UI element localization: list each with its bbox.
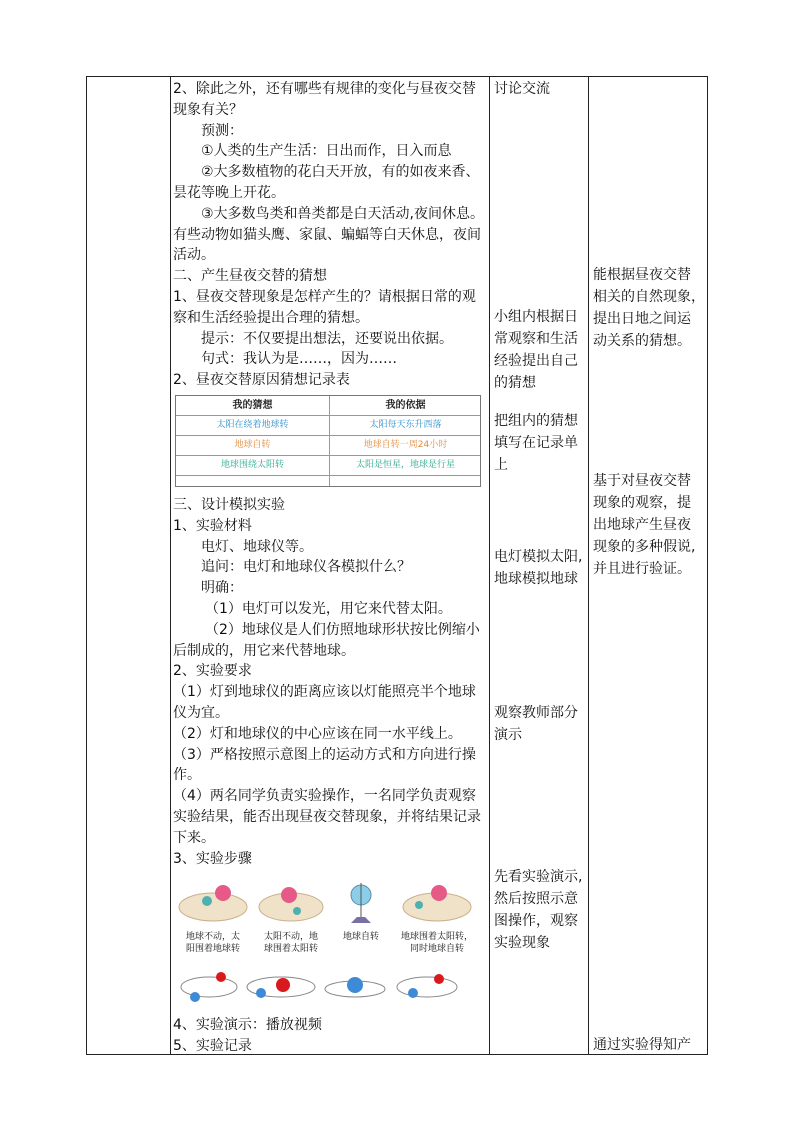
diagram-caption: 球围着太阳转 (263, 944, 318, 954)
illustration-4 (403, 885, 471, 921)
header-guess: 我的猜想 (232, 400, 273, 411)
diagram-caption: 地球不动，太 (185, 932, 240, 942)
text-line: 追问：电灯和地球仪各模拟什么？ (201, 559, 411, 576)
text-line: 常观察和生活 (494, 331, 578, 347)
text-line: 预测： (201, 122, 243, 139)
design-intent-column (589, 77, 707, 1054)
text-line: 后制成的，用它来代替地球。 (173, 642, 355, 659)
text-line: 并且进行验证。 (593, 561, 691, 577)
text-line: ①人类的生产生活：日出而作，日入而息 (201, 143, 452, 160)
orbit-diagram-1 (181, 972, 237, 1002)
text-line: 3、实验步骤 (173, 850, 252, 867)
column-empty (87, 77, 170, 1054)
text-line: 作。 (173, 767, 201, 784)
text-line: 地球模拟地球 (494, 571, 578, 587)
text-line: 仪为宜。 (173, 705, 229, 721)
illustration-1 (179, 885, 247, 921)
text-line: ②大多数植物的花白天开放，有的如夜来香、 (201, 164, 480, 181)
guess-cell: 地球自转 (234, 440, 271, 450)
text-line: （3）严格按照示意图上的运动方式和方向进行操 (173, 746, 476, 763)
orbit-diagram-4 (397, 974, 457, 998)
text-line: 先看实验演示, (494, 869, 583, 885)
guess-cell: 地球围绕太阳转 (220, 460, 284, 470)
text-line: 有些动物如猫头鹰、家鼠、蝙蝠等白天休息，夜间 (173, 226, 481, 243)
orbit-diagram-3 (325, 977, 385, 997)
table-row (176, 436, 480, 456)
text-line: 图操作，观察 (494, 913, 578, 929)
text-line: 提出日地之间运 (593, 311, 691, 327)
text-line: （1）电灯可以发光，用它来代替太阳。 (205, 601, 452, 617)
text-line: 2、实验要求 (173, 663, 252, 680)
text-line: 的猜想 (494, 375, 536, 391)
orbit-diagram-2 (247, 977, 315, 998)
text-line: （2）灯和地球仪的中心应该在同一水平线上。 (173, 725, 462, 742)
text-line: 基于对昼夜交替 (593, 473, 691, 489)
text-line: 5、实验记录 (173, 1037, 252, 1054)
text-line: 小组内根据日 (494, 309, 578, 325)
header-basis: 我的依据 (385, 400, 426, 411)
text-line: 填写在记录单 (494, 435, 578, 451)
text-line: 讨论交流 (494, 81, 550, 97)
student-activity-column (490, 77, 588, 1054)
illustration-3 (351, 883, 371, 923)
text-line: 实验结果，能否出现昼夜交替现象，并将结果记录 (173, 809, 481, 825)
text-line: 2、昼夜交替原因猜想记录表 (173, 372, 350, 389)
guess-record-table (175, 395, 481, 487)
text-line: 昙花等晚上开花。 (173, 185, 285, 201)
diagram-caption: 阳围着地球转 (185, 944, 240, 954)
diagram-caption: 太阳不动，地 (263, 932, 318, 942)
text-line: 实验现象 (494, 935, 550, 951)
text-line: 上 (494, 457, 508, 473)
text-line: （2）地球仪是人们仿照地球形状按比例缩小 (205, 621, 480, 638)
text-line: 通过实验得知产 (593, 1037, 691, 1053)
text-line: ③大多数鸟类和兽类都是白天活动,夜间休息。 (201, 205, 484, 222)
basis-cell: 太阳是恒星，地球是行星 (355, 460, 455, 470)
text-line: 三、设计模拟实验 (173, 497, 285, 513)
text-line: 1、昼夜交替现象是怎样产生的？请根据日常的观 (173, 289, 476, 305)
text-line: 句式：我认为是……，因为…… (201, 351, 397, 368)
text-line: 能根据昼夜交替 (593, 267, 691, 283)
text-line: 2、除此之外，还有哪些有规律的变化与昼夜交替 (173, 81, 476, 97)
text-line: 现象的多种假说, (593, 539, 696, 555)
text-line: 相关的自然现象， (593, 289, 705, 305)
text-line: 然后按照示意 (494, 891, 578, 907)
text-line: （1）灯到地球仪的距离应该以灯能照亮半个地球 (173, 684, 476, 701)
text-line: 电灯模拟太阳, (494, 549, 583, 565)
text-line: 二、产生昼夜交替的猜想 (173, 268, 327, 285)
text-line: 现象有关？ (173, 101, 243, 118)
text-line: 明确： (201, 580, 243, 597)
text-line: 把组内的猜想 (494, 413, 578, 429)
guess-cell: 太阳在绕着地球转 (216, 420, 289, 430)
table-row (176, 456, 480, 476)
text-line: 动关系的猜想。 (593, 333, 691, 349)
text-line: 1、实验材料 (173, 517, 252, 534)
illustration-2 (259, 887, 323, 921)
basis-cell: 地球自转一周24小时 (363, 440, 448, 450)
diagram-caption: 地球自转 (342, 932, 379, 942)
diagram-caption: 同时地球自转 (409, 944, 464, 954)
text-line: 出地球产生昼夜 (593, 517, 691, 533)
text-line: 下来。 (173, 829, 215, 846)
text-line: 电灯、地球仪等。 (201, 538, 313, 555)
text-line: 演示 (494, 727, 522, 743)
basis-cell: 太阳每天东升西落 (369, 420, 442, 430)
text-line: 察和生活经验提出合理的猜想。 (173, 309, 369, 326)
text-line: 4、实验演示：播放视频 (173, 1017, 322, 1033)
text-line: （4）两名同学负责实验操作，一名同学负责观察 (173, 788, 476, 805)
text-line: 现象的观察，提 (593, 495, 691, 511)
table-header-row (176, 396, 480, 416)
text-line: 活动。 (173, 247, 215, 264)
text-line: 观察教师部分 (494, 705, 578, 721)
table-row (176, 416, 480, 436)
text-line: 提示：不仅要提出想法，还要说出依据。 (201, 330, 453, 347)
teaching-content-column (171, 77, 489, 1054)
diagram-caption: 地球围着太阳转， (400, 932, 473, 942)
text-line: 经验提出自己 (494, 353, 578, 369)
lesson-table (86, 76, 708, 1055)
table-row-empty (176, 476, 480, 487)
